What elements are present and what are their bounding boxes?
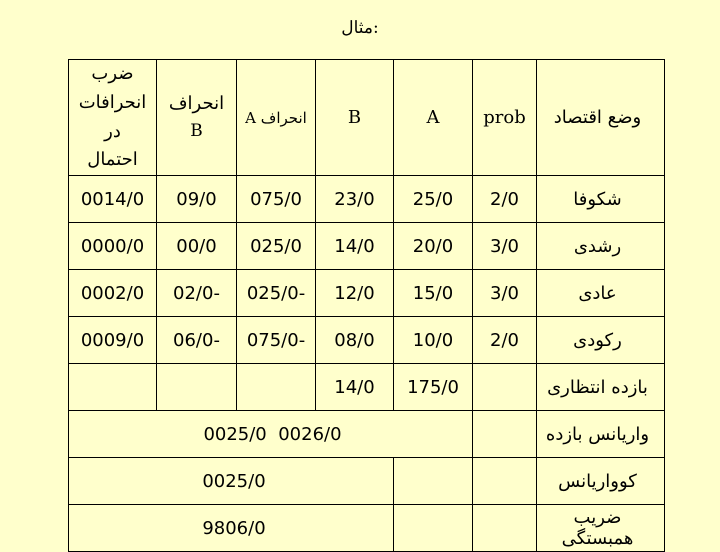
b-cell: 12/0 — [316, 270, 394, 317]
correlation-value: 9806/0 — [69, 505, 394, 552]
prob-cell: 3/0 — [473, 223, 537, 270]
expected-return-label: بازده انتظاری — [537, 364, 665, 411]
dev-a-cell: 025/0 — [237, 223, 316, 270]
empty-cell — [69, 364, 157, 411]
empty-cell — [473, 411, 537, 458]
dev-b-cell: 09/0 — [157, 176, 237, 223]
empty-cell — [473, 364, 537, 411]
header-product-line3: احتمال — [87, 149, 138, 171]
header-product-line2: انحرافات در — [78, 91, 147, 142]
b-cell: 08/0 — [316, 317, 394, 364]
table-row — [69, 317, 665, 364]
header-product-line1: ضرب — [91, 63, 134, 84]
header-state: وضع اقتصاد — [537, 60, 665, 176]
a-cell: 25/0 — [394, 176, 473, 223]
expected-b-cell: 14/0 — [316, 364, 394, 411]
variance-label: واریانس بازده — [537, 411, 665, 458]
prob-cell: 3/0 — [473, 270, 537, 317]
dev-a-cell: -075/0 — [237, 317, 316, 364]
header-prob: prob — [473, 60, 537, 176]
dev-a-cell: 075/0 — [237, 176, 316, 223]
dev-a-cell: -025/0 — [237, 270, 316, 317]
header-a: A — [394, 60, 473, 176]
header-dev-a: انحراف A — [237, 60, 316, 176]
empty-cell — [394, 505, 473, 552]
b-cell: 23/0 — [316, 176, 394, 223]
table-row — [69, 270, 665, 317]
product-cell: 0000/0 — [69, 223, 157, 270]
data-table — [68, 59, 665, 552]
header-row — [69, 60, 665, 176]
state-cell: عادی — [537, 270, 665, 317]
table-row — [69, 176, 665, 223]
empty-cell — [473, 458, 537, 505]
empty-cell — [157, 364, 237, 411]
header-dev-b-line2: B — [190, 121, 203, 142]
dev-b-cell: -02/0 — [157, 270, 237, 317]
product-cell: 0014/0 — [69, 176, 157, 223]
covariance-label: کوواریانس — [537, 458, 665, 505]
a-cell: 10/0 — [394, 317, 473, 364]
correlation-label: ضریب همبستگی — [537, 505, 665, 552]
state-cell: رشدی — [537, 223, 665, 270]
header-product — [69, 60, 157, 176]
header-b: B — [316, 60, 394, 176]
expected-a-cell: 175/0 — [394, 364, 473, 411]
empty-cell — [394, 458, 473, 505]
variance-row — [69, 411, 665, 458]
a-cell: 20/0 — [394, 223, 473, 270]
variance-values: 0026/0 0025/0 — [69, 411, 473, 458]
dev-b-cell: -06/0 — [157, 317, 237, 364]
a-cell: 15/0 — [394, 270, 473, 317]
product-cell: 0009/0 — [69, 317, 157, 364]
prob-cell: 2/0 — [473, 317, 537, 364]
correlation-row — [69, 505, 665, 552]
product-cell: 0002/0 — [69, 270, 157, 317]
expected-return-row — [69, 364, 665, 411]
b-cell: 14/0 — [316, 223, 394, 270]
header-dev-b-line1: انحراف — [168, 92, 225, 114]
dev-b-cell: 00/0 — [157, 223, 237, 270]
prob-cell: 2/0 — [473, 176, 537, 223]
header-dev-b — [157, 60, 237, 176]
state-cell: رکودی — [537, 317, 665, 364]
empty-cell — [473, 505, 537, 552]
table-row — [69, 223, 665, 270]
covariance-value: 0025/0 — [69, 458, 394, 505]
state-cell: شکوفا — [537, 176, 665, 223]
covariance-row — [69, 458, 665, 505]
empty-cell — [237, 364, 316, 411]
page-heading: مثال: — [341, 18, 379, 38]
